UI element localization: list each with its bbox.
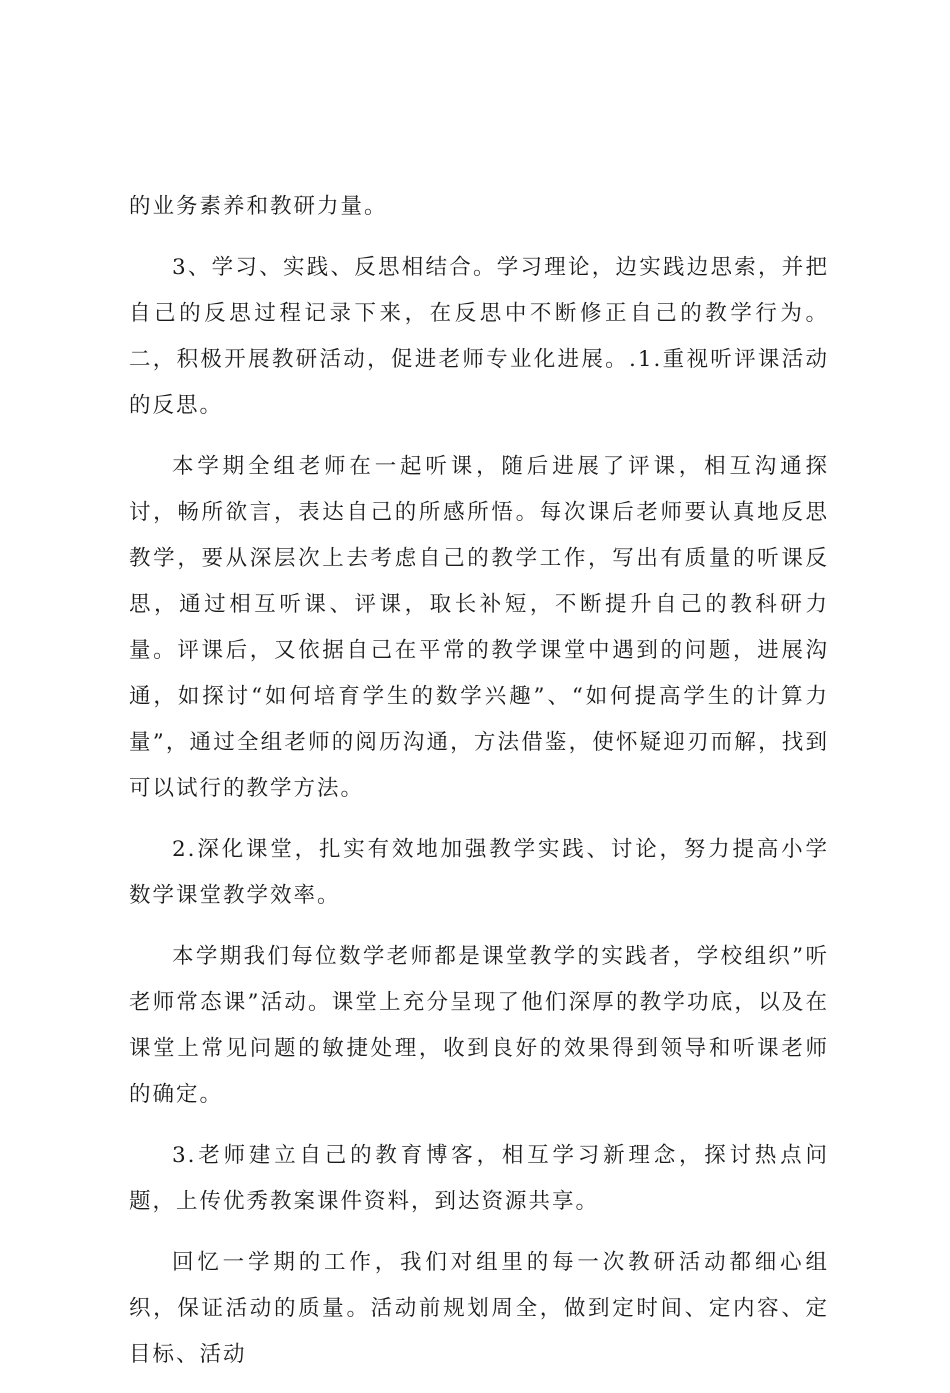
paragraph-deepen-classroom: 2.深化课堂，扎实有效地加强教学实践、讨论，努力提高小学数学课堂教学效率。 <box>129 837 829 908</box>
paragraph-teacher-blog: 3.老师建立自己的教育博客，相互学习新理念，探讨热点问题，上传优秀教案课件资料，到达资源共享。 <box>129 1143 829 1214</box>
paragraph-continuation: 的业务素养和教研力量。 <box>129 194 388 219</box>
paragraph-classroom-practice: 本学期我们每位数学老师都是课堂教学的实践者，学校组织”听老师常态课”活动。课堂上充分呈现了他们深厚的教学功底，以及在课堂上常见问题的敏捷处理，收到良好的效果得到领导和听课老师的确定。 <box>129 944 829 1107</box>
paragraph-lesson-observation: 本学期全组老师在一起听课，随后进展了评课，相互沟通探讨，畅所欲言，表达自己的所感所悟。每次课后老师要认真地反思教学，要从深层次上去考虑自己的教学工作，写出有质量的听课反思，通过相互听课、评课，取长补短，不断提升自己的教科研力量。评课后，又依据自己在平常的教学课堂中遇到的问题，进展沟通，如探讨“如何培育学生的数学兴趣”、“如何提高学生的计算力量”，通过全组老师的阅历沟通，方法借鉴，使怀疑迎刃而解，找到可以试行的教学方法。 <box>129 454 829 801</box>
paragraph-review-semester: 回忆一学期的工作，我们对组里的每一次教研活动都细心组织，保证活动的质量。活动前规划周全，做到定时间、定内容、定目标、活动 <box>129 1250 829 1367</box>
document-body <box>129 184 829 1393</box>
paragraph-learning-practice-reflection: 3、学习、实践、反思相结合。学习理论，边实践边思索，并把自己的反思过程记录下来，在反思中不断修正自己的教学行为。二，积极开展教研活动，促进老师专业化进展。.1.重视听评课活动的反思。 <box>129 255 829 418</box>
